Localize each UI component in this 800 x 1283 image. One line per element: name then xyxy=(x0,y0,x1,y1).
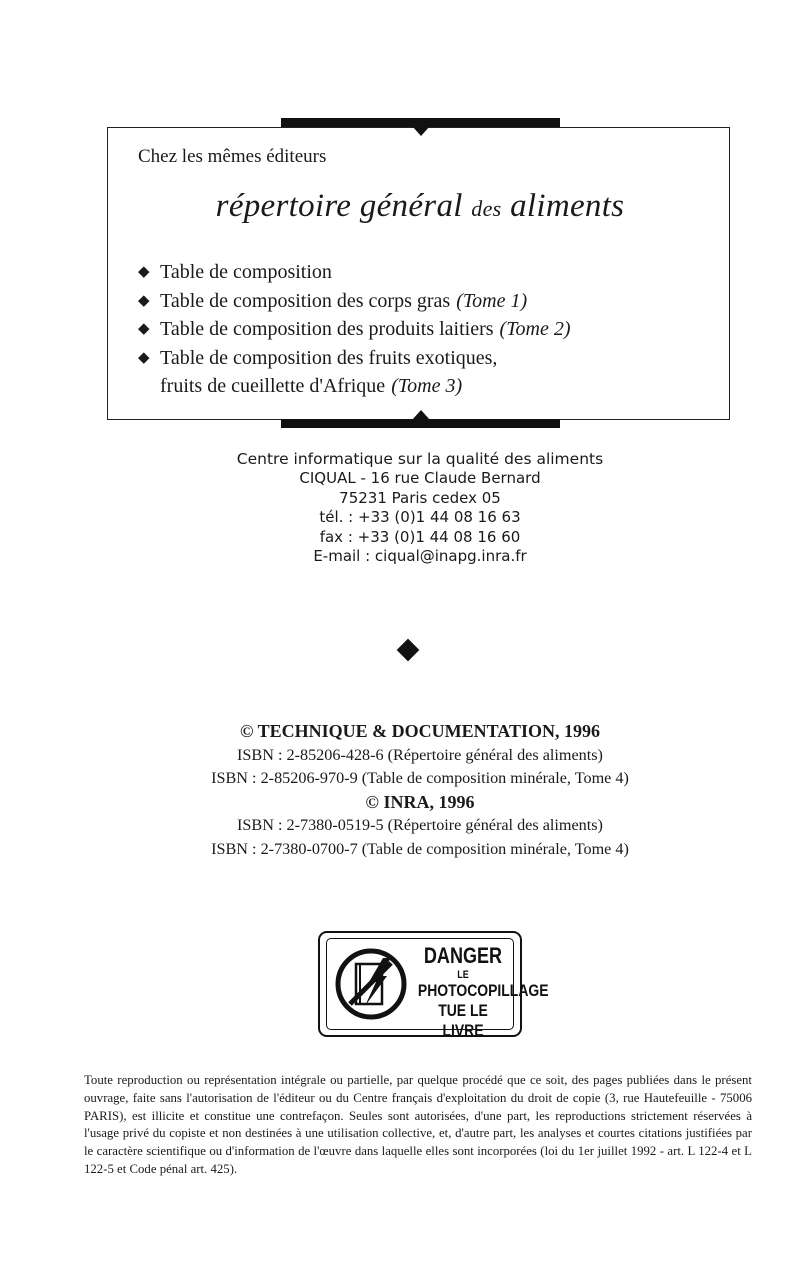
list-item-continuation xyxy=(138,372,570,401)
list-item xyxy=(138,344,570,373)
list-item xyxy=(138,287,570,316)
copyright-block xyxy=(0,720,800,861)
collection-title-part2: des xyxy=(471,196,502,221)
copyright-publisher-1: © TECHNIQUE & DOCUMENTATION, 1996 xyxy=(240,721,600,741)
list-item-tome: (Tome 2) xyxy=(499,318,571,340)
badge-le-label: LE xyxy=(457,969,469,981)
email-address: E-mail : ciqual@inapg.inra.fr xyxy=(313,547,527,566)
list-item-tome: (Tome 3) xyxy=(391,375,463,397)
badge-text xyxy=(417,943,549,1041)
address-street: CIQUAL - 16 rue Claude Bernard xyxy=(299,469,541,488)
badge-danger-label: DANGER xyxy=(423,943,503,968)
list-item-text: Table de composition des fruits exotiques, xyxy=(160,346,498,369)
isbn-line: ISBN : 2-85206-428-6 (Répertoire général des aliments) xyxy=(237,745,603,764)
center-name: Centre informatique sur la qualité des aliments xyxy=(236,450,604,468)
collection-title xyxy=(0,188,800,225)
copyright-publisher-2: © INRA, 1996 xyxy=(365,791,475,812)
diamond-bullet-icon: ◆ xyxy=(138,292,150,309)
list-item-text: Table de composition des produits laitiers xyxy=(160,318,494,340)
list-item xyxy=(138,315,570,344)
diamond-bullet-icon: ◆ xyxy=(138,264,150,280)
badge-photocopillage-label: PHOTOCOPILLAGE xyxy=(417,981,549,1000)
isbn-line: ISBN : 2-7380-0519-5 (Répertoire général des aliments) xyxy=(237,816,603,834)
frame-bottom-triangle xyxy=(412,410,430,420)
collection-title-part3: aliments xyxy=(510,188,625,224)
list-item-text: Table de composition xyxy=(160,261,332,283)
isbn-line: ISBN : 2-7380-0700-7 (Table de composition minérale, Tome 4) xyxy=(211,839,629,858)
list-item-tome: (Tome 1) xyxy=(456,289,528,312)
phone-number: tél. : +33 (0)1 44 08 16 63 xyxy=(319,508,521,527)
separator-diamond-icon xyxy=(397,639,420,662)
list-item-text: fruits de cueillette d'Afrique xyxy=(160,375,386,397)
address-block xyxy=(0,450,800,566)
list-item-text: Table de composition des corps gras xyxy=(160,289,451,312)
badge-tue-le-livre-label: TUE LE LIVRE xyxy=(438,1001,488,1040)
frame-top-triangle xyxy=(412,126,430,136)
legal-notice: Toute reproduction ou représentation intégrale ou partielle, par quelque procédé que ce soit, des pages publiées dans le présent ouvrage, faite sans l'autorisation de l'éditeur ou du Centre français d'exploitation du droit de copie (3, rue Hautefeuille - 75006 PARIS), est illicite et constitue une contrefaçon. Seules sont autorisées, d'une part, les reproductions strictement réservées à l'usage privé du copiste et non destinées à une utilisation collective, et, d'autre part, les analyses et courtes citations justifiées par le caractère scientifique ou d'information de l'œuvre dans laquelle elles sont incorporées (loi du 1er juillet 1992 - art. L 122-4 et L 122-5 et Code pénal art. 425). xyxy=(84,1073,752,1176)
series-list xyxy=(138,258,570,401)
collection-title-part1: répertoire général xyxy=(215,188,463,224)
address-city: 75231 Paris cedex 05 xyxy=(339,488,501,507)
book-lightning-icon xyxy=(331,944,411,1024)
frame-bottom-bar xyxy=(281,419,560,428)
isbn-line: ISBN : 2-85206-970-9 (Table de composition minérale, Tome 4) xyxy=(211,769,629,787)
list-item xyxy=(138,258,570,287)
diamond-bullet-icon: ◆ xyxy=(138,321,150,337)
fax-number: fax : +33 (0)1 44 08 16 60 xyxy=(319,527,521,546)
publisher-line: Chez les mêmes éditeurs xyxy=(138,146,327,167)
diamond-bullet-icon: ◆ xyxy=(138,349,150,366)
